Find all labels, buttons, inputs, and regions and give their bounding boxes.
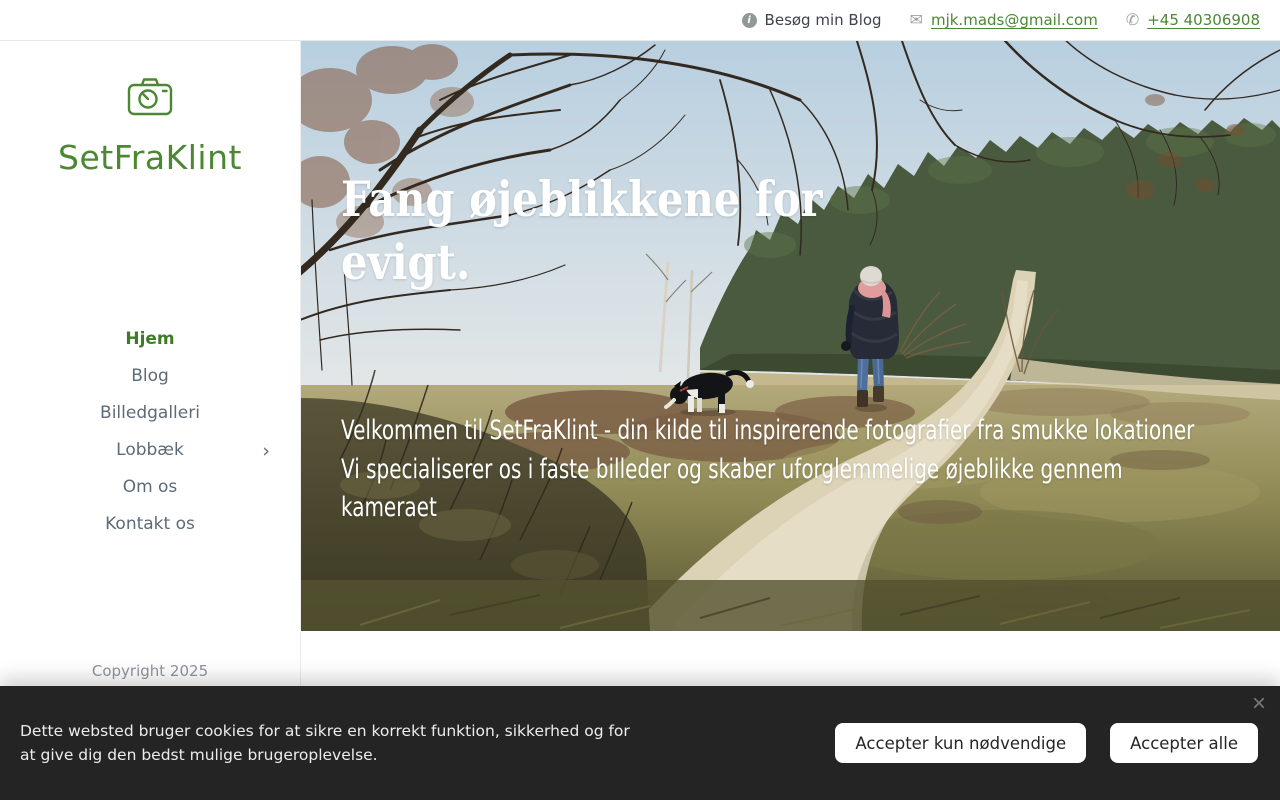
hero-paragraph-1: Velkommen til SetFraKlint - din kilde til inspirerende fotografier fra smukke lokationer — [341, 415, 1195, 446]
nav-item-blog[interactable]: Blog — [131, 366, 169, 386]
camera-icon — [125, 76, 175, 118]
email-item — [910, 11, 1098, 29]
mail-icon: ✉ — [909, 10, 923, 29]
chevron-right-icon: › — [262, 440, 270, 462]
phone-link[interactable]: +45 40306908 — [1147, 11, 1260, 29]
accept-all-button[interactable]: Accepter alle — [1110, 723, 1258, 763]
nav-item-kontakt-os[interactable]: Kontakt os — [105, 514, 195, 534]
hero-image — [300, 40, 1280, 631]
hero-paragraph-2: Vi specialiserer os i faste billeder og skaber uforglemmelige øjeblikke gennem kameraet — [341, 453, 1123, 523]
cookie-banner — [0, 686, 1280, 800]
email-link[interactable]: mjk.mads@gmail.com — [930, 11, 1098, 29]
nav-item-lobbaek[interactable] — [0, 432, 300, 469]
nav-menu — [0, 321, 300, 543]
copyright: Copyright 2025 — [91, 662, 209, 680]
nav-item-lobbaek-label: Lobbæk — [116, 440, 184, 460]
visit-blog-item — [742, 11, 882, 29]
nav-item-om-os[interactable]: Om os — [122, 477, 178, 497]
phone-icon: ✆ — [1125, 10, 1140, 29]
hero-heading: Fang øjeblikkene for evigt. — [341, 170, 823, 291]
close-icon[interactable]: × — [1251, 690, 1266, 717]
topbar — [0, 0, 1280, 41]
cookie-message: Dette websted bruger cookies for at sikre en korrekt funktion, sikkerhed og for at give dig den bedst mulige brugeroplevelse. — [20, 722, 630, 764]
cookie-actions — [835, 723, 1258, 763]
info-icon: i — [742, 13, 757, 28]
hero-subtext — [341, 412, 1214, 528]
site-title: SetFraKlint — [58, 138, 242, 177]
accept-necessary-button[interactable]: Accepter kun nødvendige — [835, 723, 1086, 763]
phone-item — [1126, 11, 1260, 29]
hero-section — [300, 40, 1280, 631]
visit-blog-link[interactable]: Besøg min Blog — [764, 11, 882, 29]
nav-item-hjem[interactable]: Hjem — [125, 329, 175, 349]
logo — [0, 76, 300, 177]
nav-item-billedgalleri[interactable]: Billedgalleri — [100, 403, 200, 423]
